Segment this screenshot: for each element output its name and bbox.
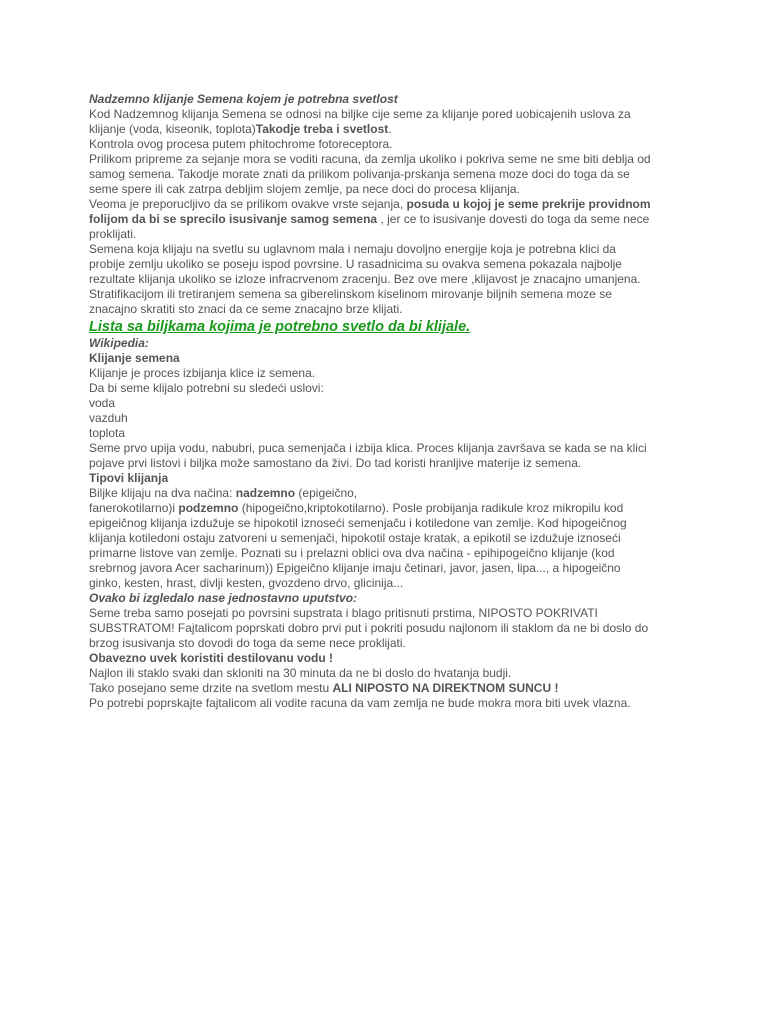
bold-text: podzemno	[178, 501, 239, 515]
paragraph-line: Kod Nadzemnog klijanja Semena se odnosi na biljke cije seme za klijanje pored uobicajenih uslova za	[89, 107, 631, 121]
bold-text: Takodje treba i svetlost	[255, 122, 389, 136]
paragraph-line: samog semena. Takodje morate znati da prilikom polivanja-prskanja semena moze doci do toga da se	[89, 167, 630, 181]
list-item: vazduh	[89, 411, 128, 425]
paragraph-line: Semena koja klijaju na svetlu su uglavnom mala i nemaju dovoljno energije koja je potrebna klici da	[89, 242, 616, 256]
paragraph-line: Kontrola ovog procesa putem phitochrome fotoreceptora.	[89, 137, 393, 151]
bold-text: folijom da bi se sprecilo isusivanje samog semena	[89, 212, 378, 226]
text-span: (epigeično,	[295, 486, 358, 500]
paragraph-line: brzog isusivanja sto dovodi do toga da seme nece proklijati.	[89, 636, 406, 650]
paragraph-line: pojave prvi listovi i biljka može samostano da živi. Do tad koristi hranljive materije iz semena.	[89, 456, 582, 470]
paragraph-line: Najlon ili staklo svaki dan skloniti na 30 minuta da ne bi doslo do hvatanja budji.	[89, 666, 512, 680]
bold-text: nadzemno	[235, 486, 296, 500]
paragraph-line: primarne listove van zemlje. Poznati su i prelazni oblici ova dva načina - epihipogeično klijanje (kod	[89, 546, 615, 560]
document-body	[89, 92, 689, 711]
paragraph-line: probije zemlju ukoliko se poseju ispod povrsine. U rasadnicima su ovakva semena pokazala najbolje	[89, 257, 622, 271]
plant-list-link[interactable]: Lista sa biljkama kojima je potrebno svetlo da bi klijale.	[89, 319, 471, 335]
list-item: toplota	[89, 426, 126, 440]
paragraph-line: Prilikom pripreme za sejanje mora se voditi racuna, da zemlja ukoliko i pokriva seme ne sme biti deblja od	[89, 152, 651, 166]
paragraph-line: ginko, kesten, hrast, divlji kesten, gvozdeno drvo, glicinija...	[89, 576, 404, 590]
paragraph-line: Stratifikacijom ili tretiranjem semena sa giberelinskom kiselinom mirovanje biljnih semena moze se	[89, 287, 612, 301]
paragraph-line: seme spere ili cak zatrpa debljim slojem zemlje, pa nece doci do procesa klijanja.	[89, 182, 520, 196]
section-title: Ovako bi izgledalo nase jednostavno uputstvo:	[89, 591, 358, 605]
text-span: Biljke klijaju na dva načina:	[89, 486, 236, 500]
bold-text: posuda u kojoj je seme prekrije providnom	[406, 197, 651, 211]
section-title: Tipovi klijanja	[89, 471, 169, 485]
text-span: fanerokotilarno)i	[89, 501, 179, 515]
text-span: klijanje (voda, kiseonik, toplota)	[89, 122, 256, 136]
paragraph-line: epigeičnog klijanja izdužuje se hipokotil iznoseći semenjaču i kotiledone van zemlje. Kod hipogeičnog	[89, 516, 627, 530]
text-span: , jer ce to isusivanje dovesti do toga da seme nece	[377, 212, 650, 226]
water-note: Obavezno uvek koristiti destilovanu vodu !	[89, 651, 334, 665]
bold-text: ALI NIPOSTO NA DIREKTNOM SUNCU !	[332, 681, 559, 695]
paragraph-line	[89, 122, 689, 137]
paragraph-line	[89, 501, 689, 516]
text-span: Tako posejano seme drzite na svetlom mestu	[89, 681, 333, 695]
document-heading: Nadzemno klijanje Semena kojem je potrebna svetlost	[89, 92, 398, 106]
paragraph-line	[89, 212, 689, 227]
paragraph-line: Da bi seme klijalo potrebni su sledeći uslovi:	[89, 381, 324, 395]
paragraph-line	[89, 681, 689, 696]
paragraph-line	[89, 486, 689, 501]
section-title: Klijanje semena	[89, 351, 180, 365]
paragraph-line: SUBSTRATOM! Fajtalicom poprskati dobro prvi put i pokriti posudu najlonom ili staklom da ne bi doslo do	[89, 621, 649, 635]
paragraph-line: klijanja kotiledoni ostaju zatvoreni u semenjači, hipokotil ostaje kratak, a epikotil se izdužuje iznoseći	[89, 531, 621, 545]
paragraph-line: znacajno skratiti sto znaci da ce seme znacajno brze klijati.	[89, 302, 403, 316]
paragraph-line: proklijati.	[89, 227, 137, 241]
wikipedia-label: Wikipedia:	[89, 336, 149, 350]
paragraph-line: Klijanje je proces izbijanja klice iz semena.	[89, 366, 316, 380]
paragraph-line: srebrnog javora Acer sacharinum)) Epigeično klijanje imaju četinari, javor, jasen, lipa..., a hipogeično	[89, 561, 621, 575]
paragraph-line: Seme treba samo posejati po povrsini supstrata i blago pritisnuti prstima, NIPOSTO POKRIVATI	[89, 606, 598, 620]
paragraph-line: Po potrebi poprskajte fajtalicom ali vodite racuna da vam zemlja ne bude mokra mora biti uvek vlazna.	[89, 696, 631, 710]
paragraph-line	[89, 197, 689, 212]
paragraph-line: Seme prvo upija vodu, nabubri, puca semenjača i izbija klica. Proces klijanja završava se kada se na klici	[89, 441, 647, 455]
text-span: .	[388, 122, 392, 136]
paragraph-line: rezultate klijanja ukoliko se izloze infracrvenom zracenju. Bez ove mere ,klijavost je znacajno umanjena.	[89, 272, 641, 286]
text-span: Veoma je preporucljivo da se prilikom ovakve vrste sejanja,	[89, 197, 407, 211]
text-span: (hipogeično,kriptokotilarno). Posle probijanja radikule kroz mikropilu kod	[238, 501, 624, 515]
list-item: voda	[89, 396, 116, 410]
